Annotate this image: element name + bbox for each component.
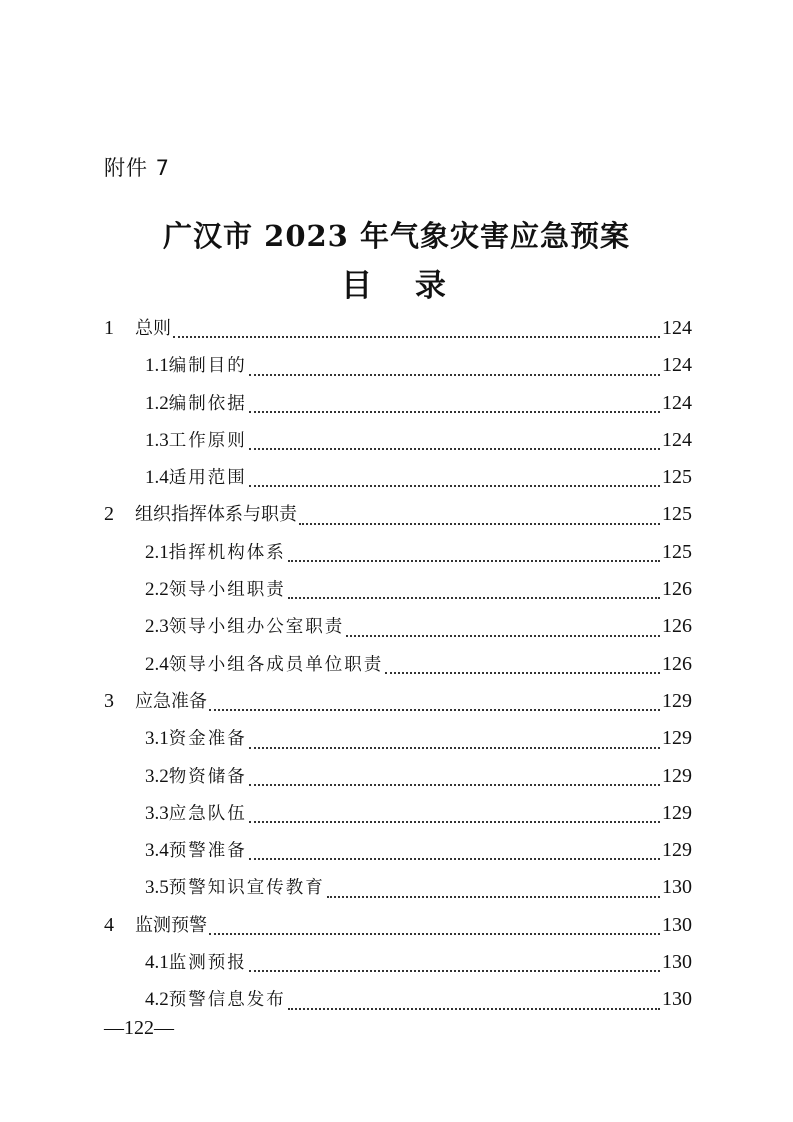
toc-section-number: 1.3	[145, 429, 169, 451]
toc-page-number: 130	[662, 876, 692, 899]
toc-leader-dots	[249, 447, 660, 450]
toc-section-title: 1.1编制目的	[145, 355, 247, 377]
toc-leader-dots	[299, 522, 660, 525]
toc-page-number: 124	[662, 428, 692, 451]
toc-leader-dots	[327, 895, 660, 898]
table-of-contents	[104, 310, 692, 1019]
toc-leader-dots	[288, 596, 660, 599]
toc-chapter-number: 1	[104, 317, 114, 339]
toc-page-number: 129	[662, 839, 692, 862]
toc-chapter-row[interactable]	[104, 310, 692, 347]
toc-section-title: 4.2预警信息发布	[145, 989, 286, 1011]
toc-chapter-number: 4	[104, 913, 114, 936]
toc-chapter-row[interactable]	[104, 683, 692, 720]
toc-leader-dots	[249, 746, 660, 749]
toc-page-number: 129	[662, 801, 692, 824]
toc-page-number: 129	[662, 727, 692, 750]
toc-heading: 目 录	[341, 268, 462, 304]
toc-leader-dots	[249, 820, 660, 823]
toc-page-number: 130	[662, 951, 692, 974]
toc-section-number: 1.2	[145, 392, 169, 414]
toc-section-row[interactable]	[104, 534, 692, 571]
toc-page-number: 130	[662, 988, 692, 1011]
document-title: 广汉市 2023 年气象灾害应急预案	[163, 219, 630, 253]
toc-section-title: 2.1指挥机构体系	[145, 541, 286, 563]
attachment-label: 附件 7	[104, 156, 171, 180]
toc-section-number: 1.1	[145, 355, 169, 377]
toc-section-number: 2.2	[145, 579, 169, 601]
toc-section-row[interactable]	[104, 608, 692, 645]
toc-section-title: 3.1资金准备	[145, 728, 247, 750]
toc-section-title: 1.3工作原则	[145, 429, 247, 451]
toc-leader-dots	[346, 634, 660, 637]
toc-section-row[interactable]	[104, 869, 692, 906]
toc-section-number: 3.5	[145, 877, 169, 899]
toc-section-number: 2.4	[145, 653, 169, 675]
toc-section-row[interactable]	[104, 571, 692, 608]
toc-chapter-number: 3	[104, 689, 114, 712]
toc-section-row[interactable]	[104, 646, 692, 683]
toc-chapter-title: 监测预警	[135, 914, 207, 936]
toc-leader-dots	[288, 1007, 660, 1010]
toc-section-title: 3.4预警准备	[145, 840, 247, 862]
page-number: —122—	[104, 1017, 174, 1039]
toc-leader-dots	[249, 484, 660, 487]
toc-page-number: 124	[662, 391, 692, 414]
toc-section-title: 3.3应急队伍	[145, 802, 247, 824]
toc-section-title: 1.2编制依据	[145, 392, 247, 414]
toc-page-number: 124	[662, 317, 692, 339]
toc-section-row[interactable]	[104, 981, 692, 1018]
toc-section-title: 2.3领导小组办公室职责	[145, 616, 345, 638]
toc-page-number: 125	[662, 503, 692, 526]
toc-section-title: 3.2物资储备	[145, 765, 247, 787]
toc-section-number: 4.2	[145, 989, 169, 1011]
toc-chapter-number: 2	[104, 503, 114, 526]
toc-section-row[interactable]	[104, 422, 692, 459]
toc-section-row[interactable]	[104, 459, 692, 496]
toc-section-title: 2.4领导小组各成员单位职责	[145, 653, 384, 675]
toc-chapter-row[interactable]	[104, 907, 692, 944]
toc-section-title: 4.1监测预报	[145, 952, 247, 974]
toc-section-row[interactable]	[104, 720, 692, 757]
toc-section-row[interactable]	[104, 347, 692, 384]
toc-page-number: 126	[662, 652, 692, 675]
toc-section-number: 4.1	[145, 952, 169, 974]
toc-leader-dots	[249, 783, 660, 786]
toc-section-number: 2.1	[145, 541, 169, 563]
toc-page-number: 126	[662, 578, 692, 601]
toc-chapter-title: 总则	[135, 318, 171, 339]
toc-page-number: 130	[662, 913, 692, 936]
toc-chapter-title: 组织指挥体系与职责	[135, 504, 297, 526]
toc-section-title: 2.2领导小组职责	[145, 579, 286, 601]
toc-chapter-row[interactable]	[104, 496, 692, 533]
toc-page-number: 129	[662, 689, 692, 712]
toc-section-title: 3.5预警知识宣传教育	[145, 877, 325, 899]
toc-leader-dots	[249, 969, 660, 972]
toc-leader-dots	[288, 559, 660, 562]
toc-leader-dots	[173, 335, 660, 338]
toc-leader-dots	[209, 932, 660, 935]
toc-leader-dots	[249, 857, 660, 860]
toc-leader-dots	[249, 410, 660, 413]
toc-page-number: 125	[662, 540, 692, 563]
toc-section-number: 3.3	[145, 802, 169, 824]
toc-leader-dots	[209, 708, 660, 711]
toc-page-number: 126	[662, 615, 692, 638]
toc-leader-dots	[385, 671, 660, 674]
toc-section-number: 3.1	[145, 728, 169, 750]
toc-chapter-title: 应急准备	[135, 690, 207, 712]
toc-section-title: 1.4适用范围	[145, 467, 247, 489]
toc-section-row[interactable]	[104, 944, 692, 981]
toc-page-number: 129	[662, 764, 692, 787]
toc-section-row[interactable]	[104, 795, 692, 832]
toc-section-number: 1.4	[145, 467, 169, 489]
toc-section-row[interactable]	[104, 832, 692, 869]
toc-leader-dots	[249, 373, 660, 376]
toc-page-number: 124	[662, 354, 692, 377]
toc-section-row[interactable]	[104, 385, 692, 422]
toc-section-number: 2.3	[145, 616, 169, 638]
toc-section-row[interactable]	[104, 758, 692, 795]
toc-section-number: 3.4	[145, 840, 169, 862]
toc-page-number: 125	[662, 466, 692, 489]
toc-section-number: 3.2	[145, 765, 169, 787]
